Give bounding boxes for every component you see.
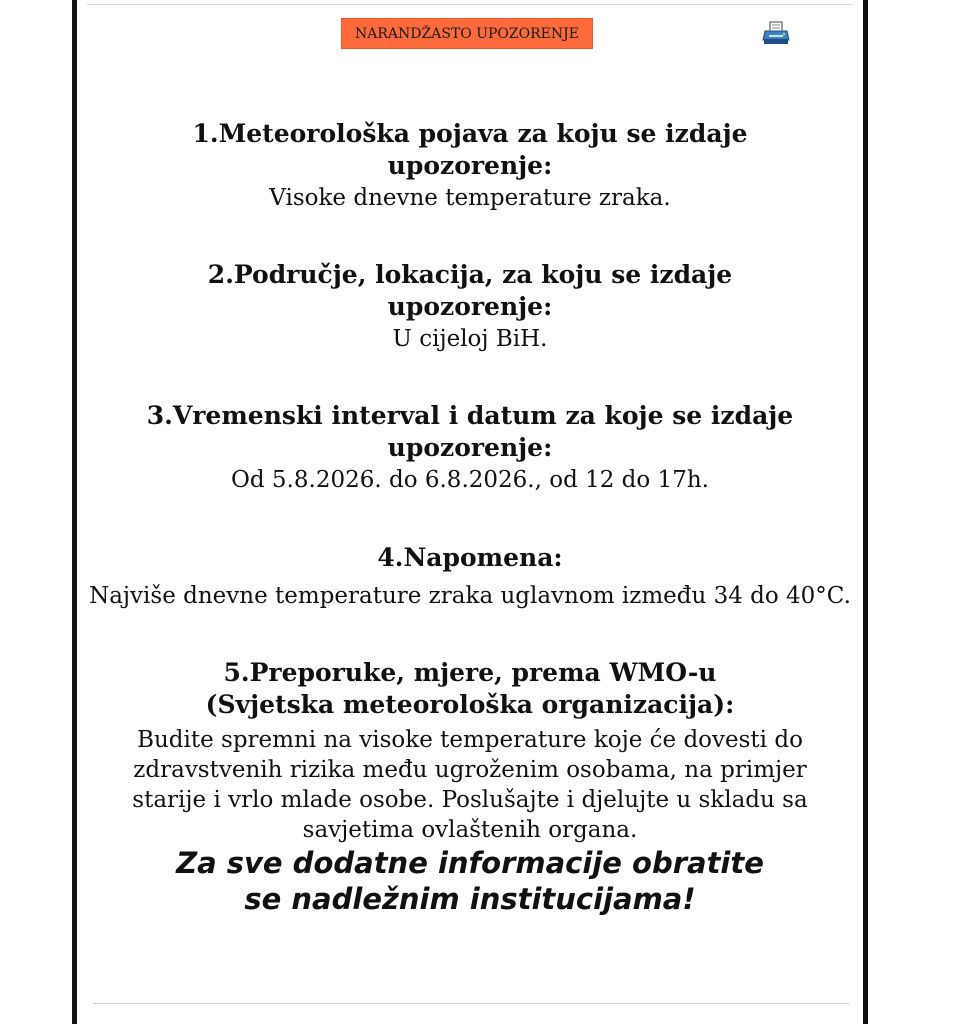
section-time-interval [77, 400, 863, 496]
section-text: Najviše dnevne temperature zraka uglavnom između 34 do 40°C. [89, 583, 851, 609]
warning-content [77, 118, 863, 917]
section-phenomenon [77, 118, 863, 214]
section-heading: 2.Područje, lokacija, za koju se izdaje upozorenje: [207, 260, 733, 321]
bottom-divider [93, 1003, 849, 1004]
section-text: Budite spremni na visoke temperature koje će dovesti do zdravstvenih rizika među ugroženim osobama, na primjer starije i vrlo mlade osobe. Poslušajte i djelujte u skladu sa savjetima ovlaštenih organa. [132, 727, 808, 843]
warning-panel [72, 0, 868, 1024]
section-recommendations [77, 657, 863, 917]
top-divider [87, 4, 853, 5]
section-heading: 3.Vremenski interval i datum za koje se izdaje upozorenje: [146, 401, 794, 462]
section-area [77, 259, 863, 355]
section-text: Visoke dnevne temperature zraka. [269, 185, 671, 211]
section-note [77, 542, 863, 612]
warning-level-badge: NARANDŽASTO UPOZORENJE [341, 18, 593, 49]
section-heading: 1.Meteorološka pojava za koju se izdaje upozorenje: [192, 119, 748, 180]
section-text: U cijeloj BiH. [392, 326, 548, 352]
closing-note: Za sve dodatne informacije obratite se nadležnim institucijama! [176, 846, 764, 916]
section-heading: 5.Preporuke, mjere, prema WMO-u (Svjetska meteorološka organizacija): [205, 658, 735, 719]
section-text: Od 5.8.2026. do 6.8.2026., od 12 do 17h. [231, 467, 709, 493]
section-heading: 4.Napomena: [377, 543, 563, 572]
printer-icon[interactable] [762, 20, 790, 46]
